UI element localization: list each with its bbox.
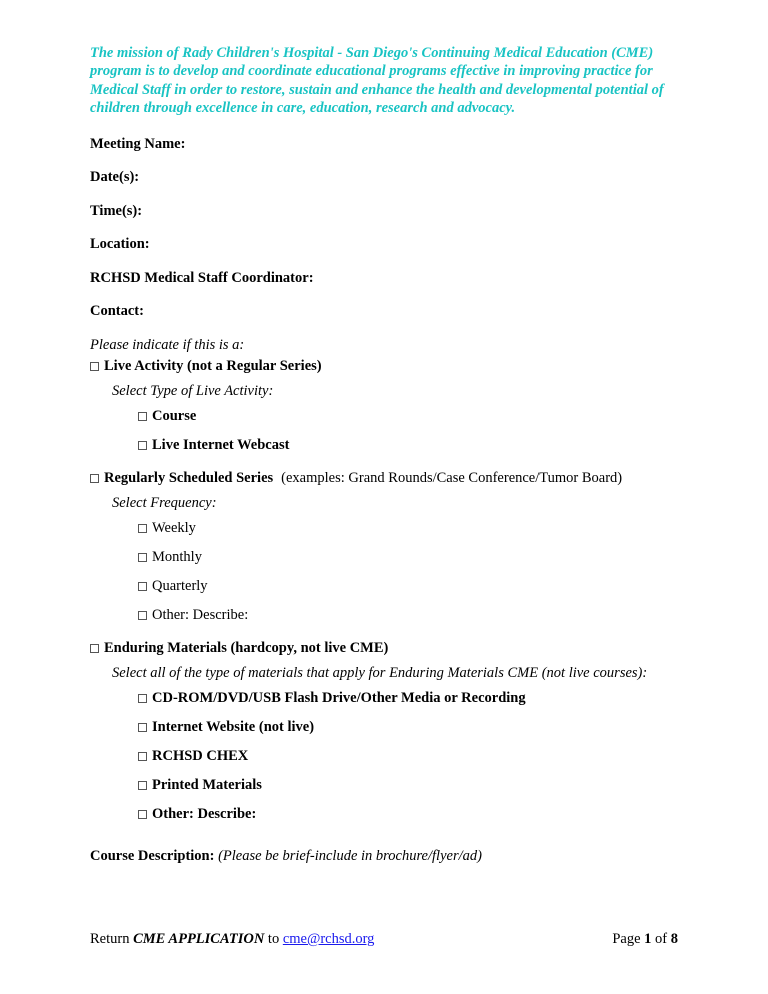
checkbox-icon[interactable] (138, 553, 147, 562)
checkbox-icon[interactable] (90, 474, 99, 483)
checkbox-icon[interactable] (90, 362, 99, 371)
option-label-enduring-other: Other: Describe: (152, 805, 257, 822)
checkbox-icon[interactable] (138, 810, 147, 819)
spacer (90, 793, 678, 806)
option-label-quarterly: Quarterly (152, 577, 208, 594)
footer-page-of: of (651, 931, 671, 947)
checkbox-icon[interactable] (138, 752, 147, 761)
checkbox-icon[interactable] (138, 781, 147, 790)
option-label-weekly: Weekly (152, 519, 196, 536)
checkbox-row-internet-website[interactable] (138, 719, 678, 735)
spacer (90, 453, 678, 470)
spacer (90, 424, 678, 437)
checkbox-icon[interactable] (138, 723, 147, 732)
option-label-cdrom-dvd-usb: CD-ROM/DVD/USB Flash Drive/Other Media or Recording (152, 689, 526, 706)
checkbox-icon[interactable] (138, 582, 147, 591)
spacer (90, 656, 678, 665)
checkbox-row-quarterly[interactable] (138, 578, 678, 594)
checkbox-row-live-internet-webcast[interactable] (138, 437, 678, 453)
field-times: Time(s): (90, 202, 143, 219)
checkbox-row-course[interactable] (138, 408, 678, 424)
checkbox-row-enduring-materials[interactable] (90, 640, 678, 656)
footer-page-prefix: Page (612, 931, 645, 947)
checkbox-icon[interactable] (138, 441, 147, 450)
option-label-printed-materials: Printed Materials (152, 776, 262, 793)
field-location: Location: (90, 236, 150, 253)
footer-to-text: to (264, 931, 283, 947)
option-label-course: Course (152, 407, 197, 424)
checkbox-icon[interactable] (90, 644, 99, 653)
option-label-live-internet-webcast: Live Internet Webcast (152, 436, 290, 453)
spacer (90, 735, 678, 748)
footer-page-current: 1 (644, 931, 652, 947)
option-label-live-activity: Live Activity (not a Regular Series) (104, 357, 322, 374)
field-contact: Contact: (90, 303, 144, 320)
spacer (90, 399, 678, 408)
spacer (90, 536, 678, 549)
field-dates: Date(s): (90, 169, 140, 186)
field-rchsd-coordinator: RCHSD Medical Staff Coordinator: (90, 269, 314, 286)
course-description-label: Course Description: (90, 847, 215, 864)
examples-text: (examples: Grand Rounds/Case Conference/Tumor Board) (281, 469, 623, 486)
option-label-frequency-other: Other: Describe: (152, 606, 249, 623)
option-label-enduring-materials: Enduring Materials (hardcopy, not live CME) (104, 639, 389, 656)
spacer (90, 681, 678, 690)
checkbox-row-cdrom-dvd-usb[interactable] (138, 690, 678, 706)
checkbox-row-regularly-scheduled-series[interactable] (90, 470, 678, 486)
course-description-hint: (Please be brief-include in brochure/flyer/ad) (218, 847, 482, 864)
field-meeting-name: Meeting Name: (90, 135, 186, 152)
spacer (90, 486, 678, 495)
checkbox-row-weekly[interactable] (138, 520, 678, 536)
spacer (90, 374, 678, 383)
checkbox-row-rchsd-chex[interactable] (138, 748, 678, 764)
checkbox-row-monthly[interactable] (138, 549, 678, 565)
checkbox-row-enduring-other[interactable] (138, 806, 678, 822)
option-label-regularly-scheduled-series: Regularly Scheduled Series (104, 469, 274, 486)
spacer (90, 706, 678, 719)
sub-prompt-live-activity: Select Type of Live Activity: (112, 382, 274, 399)
checkbox-icon[interactable] (138, 611, 147, 620)
option-label-rchsd-chex: RCHSD CHEX (152, 747, 249, 764)
sub-prompt-frequency: Select Frequency: (112, 494, 217, 511)
checkbox-row-frequency-other[interactable] (138, 607, 678, 623)
footer-page-total: 8 (670, 931, 678, 947)
mission-statement: The mission of Rady Children's Hospital - San Diego's Continuing Medical Education (CME) program is to develop and coordinate educational programs effective in improving practice for Medical Staff in order to restore, sustain and enhance the health and developmental potential of children through excellence in care, education, research and advocacy. (90, 45, 664, 117)
footer-application-text: CME APPLICATION (133, 931, 265, 947)
option-label-monthly: Monthly (152, 548, 202, 565)
footer-page-number (612, 931, 678, 948)
spacer (90, 511, 678, 520)
spacer (90, 565, 678, 578)
course-description-line (90, 848, 678, 864)
checkbox-icon[interactable] (138, 412, 147, 421)
footer-return-text: Return (90, 931, 134, 947)
indicate-prompt: Please indicate if this is a: (90, 336, 245, 353)
sub-prompt-enduring-materials: Select all of the type of materials that apply for Enduring Materials CME (not live courses): (112, 664, 648, 681)
footer-return-instruction (90, 931, 374, 948)
page-footer (90, 931, 678, 948)
checkbox-row-printed-materials[interactable] (138, 777, 678, 793)
option-label-internet-website: Internet Website (not live) (152, 718, 315, 735)
checkbox-row-live-activity[interactable] (90, 358, 678, 374)
spacer (90, 594, 678, 607)
checkbox-icon[interactable] (138, 524, 147, 533)
spacer (90, 764, 678, 777)
checkbox-icon[interactable] (138, 694, 147, 703)
spacer (90, 623, 678, 640)
footer-email-link[interactable]: cme@rchsd.org (282, 931, 375, 947)
